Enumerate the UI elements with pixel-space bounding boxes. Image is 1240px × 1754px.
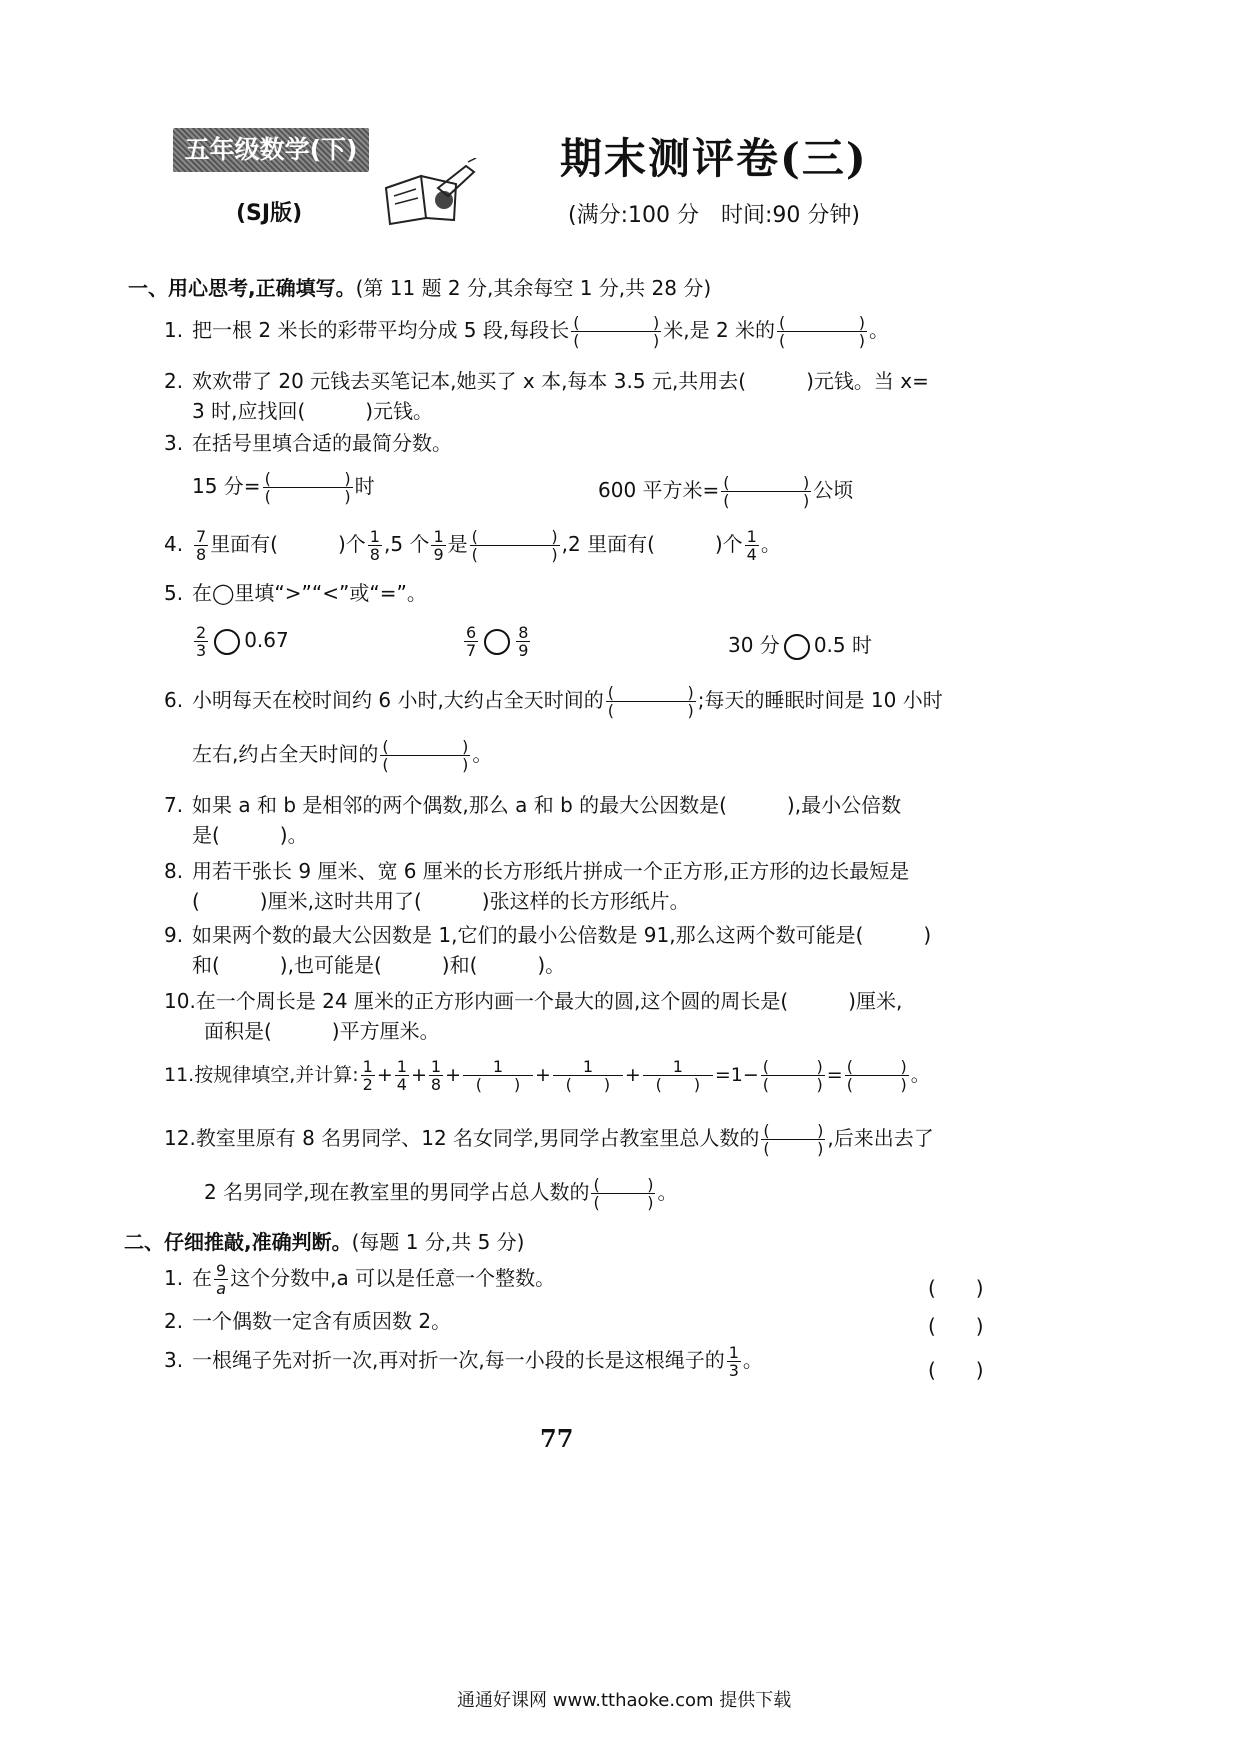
section-2-note: (每题 1 分,共 5 分) <box>351 1230 525 1254</box>
question-9 <box>164 920 931 950</box>
question-10 <box>164 986 902 1016</box>
question-text: 。 <box>869 318 890 342</box>
section-1-heading <box>128 272 711 301</box>
fraction-blank[interactable] <box>606 684 696 719</box>
question-text: ,后来出去了 <box>827 1126 934 1150</box>
question-12-line-2 <box>204 1176 677 1211</box>
question-3-right <box>598 474 853 509</box>
question-text: 一根绳子先对折一次,再对折一次,每一小段的长是这根绳子的 <box>192 1348 725 1372</box>
fraction-blank[interactable] <box>761 1058 825 1093</box>
question-number: 10. <box>164 989 196 1013</box>
exam-subtitle: (满分:100 分 时间:90 分钟) <box>568 203 860 228</box>
question-text: 一个偶数一定含有质因数 2。 <box>192 1309 452 1333</box>
answer-paren[interactable]: ( ) <box>928 1358 984 1382</box>
question-text: ,5 个 <box>383 532 430 556</box>
section-2-heading <box>124 1226 524 1255</box>
question-number: 3. <box>164 431 184 455</box>
question-text: 把一根 2 米长的彩带平均分成 5 段,每段长 <box>192 318 570 342</box>
question-text: 按规律填空,并计算: <box>194 1064 359 1086</box>
fraction: $\frac{1}{9}$ <box>433 527 444 564</box>
fraction: $\frac{1}{4}$ <box>396 1057 407 1094</box>
question-number: 2. <box>164 369 184 393</box>
question-2 <box>164 366 929 396</box>
compare-circle[interactable] <box>214 629 240 655</box>
question-text: 在括号里填合适的最简分数。 <box>192 431 452 455</box>
question-8-line-2: ( )厘米,这时共用了( )张这样的长方形纸片。 <box>192 889 690 913</box>
question-text: 如果 a 和 b 是相邻的两个偶数,那么 a 和 b 的最大公因数是( ),最小公倍数 <box>192 793 902 817</box>
question-number: 8. <box>164 859 184 883</box>
fraction: $\frac{6}{7}$ <box>466 623 477 660</box>
question-7 <box>164 790 901 820</box>
section-1-note: (第 11 题 2 分,其余每空 1 分,共 28 分) <box>355 276 712 300</box>
question-text: 公顷 <box>813 478 854 502</box>
question-text: 。 <box>472 742 493 766</box>
question-5 <box>164 578 427 608</box>
compare-circle[interactable] <box>784 634 810 660</box>
question-3-left <box>192 470 375 505</box>
fraction: $\frac{8}{9}$ <box>518 623 529 660</box>
fraction-blank[interactable] <box>761 1122 825 1157</box>
question-number: 11. <box>164 1064 195 1086</box>
fraction-blank[interactable] <box>845 1058 909 1093</box>
question-text: 米,是 2 米的 <box>663 318 776 342</box>
fraction-blank[interactable] <box>721 474 811 509</box>
question-3 <box>164 428 452 458</box>
fraction-blank[interactable] <box>380 738 470 773</box>
answer-paren[interactable]: ( ) <box>928 1314 984 1338</box>
question-text: 在一个周长是 24 厘米的正方形内画一个最大的圆,这个圆的周长是( )厘米, <box>195 989 903 1013</box>
question-text: 0.67 <box>244 628 289 652</box>
question-text: 在 <box>192 1266 212 1290</box>
question-text: ;每天的睡眠时间是 10 小时 <box>697 688 943 712</box>
question-text: 时 <box>354 474 375 498</box>
book-mascot-icon <box>376 158 486 228</box>
question-11: 11.按规律填空,并计算: $\frac{1}{2}$ + $\frac{1}{4}$ + $\frac{1}{8}$ + $\frac{1}{( )}$ + $\frac{1}{( )}$ + $\frac{1}{( )}$ =1− ( ) ( ) = ( ) ( ) 。 <box>164 1058 930 1093</box>
question-text: 里面有( )个 <box>210 532 366 556</box>
page-title: 期末测评卷(三) <box>560 134 868 183</box>
question-number: 7. <box>164 793 184 817</box>
compare-a <box>192 624 289 659</box>
compare-c <box>728 630 872 660</box>
question-text: 左右,约占全天时间的 <box>192 742 379 766</box>
question-text: 小明每天在校时间约 6 小时,大约占全天时间的 <box>192 688 604 712</box>
compare-circle[interactable] <box>484 629 510 655</box>
question-number: 9. <box>164 923 184 947</box>
question-number: 4. <box>164 532 184 556</box>
question-text: 。 <box>760 532 781 556</box>
question-1 <box>164 314 889 349</box>
question-text: 如果两个数的最大公因数是 1,它们的最小公倍数是 91,那么这两个数可能是( ) <box>192 923 932 947</box>
fraction: $\frac{7}{8}$ <box>196 527 207 564</box>
question-text: 是 <box>447 532 468 556</box>
fraction: $\frac{1}{3}$ <box>728 1343 739 1380</box>
fraction: $\frac{1}{8}$ <box>430 1057 442 1094</box>
fraction-blank[interactable] <box>591 1176 655 1211</box>
judge-1 <box>164 1262 555 1297</box>
question-text: ,2 里面有( )个 <box>561 532 743 556</box>
fraction: $\frac{1}{8}$ <box>369 527 380 564</box>
question-8 <box>164 856 909 886</box>
question-12 <box>164 1122 934 1157</box>
question-number: 1. <box>164 1266 184 1290</box>
answer-paren[interactable]: ( ) <box>928 1276 984 1300</box>
question-text: 用若干张长 9 厘米、宽 6 厘米的长方形纸片拼成一个正方形,正方形的边长最短是 <box>192 859 910 883</box>
question-text: 欢欢带了 20 元钱去买笔记本,她买了 x 本,每本 3.5 元,共用去( )元钱。当 x= <box>192 369 929 393</box>
fraction: $\frac{1}{4}$ <box>746 527 757 564</box>
page-number: 77 <box>540 1424 574 1453</box>
question-10-line-2: 面积是( )平方厘米。 <box>204 1019 440 1043</box>
fraction-blank-denominator[interactable]: $\frac{1}{( )}$ <box>463 1058 533 1093</box>
compare-b <box>462 624 532 659</box>
question-text: 2 名男同学,现在教室里的男同学占总人数的 <box>204 1180 590 1204</box>
fraction-blank[interactable] <box>263 470 353 505</box>
question-text: 。 <box>742 1348 763 1372</box>
question-4 <box>164 528 781 563</box>
judge-2 <box>164 1306 451 1336</box>
question-number: 5. <box>164 581 184 605</box>
judge-3 <box>164 1344 763 1379</box>
question-text: 30 分 <box>728 633 780 657</box>
section-2-title: 二、仔细推敲,准确判断。 <box>124 1230 352 1254</box>
fraction-blank[interactable] <box>470 528 560 563</box>
question-text: 这个分数中,a 可以是任意一个整数。 <box>230 1266 556 1290</box>
fraction: $\frac{2}{3}$ <box>196 623 207 660</box>
question-2-line-2: 3 时,应找回( )元钱。 <box>192 399 434 423</box>
fraction-blank[interactable] <box>571 314 661 349</box>
fraction-blank[interactable] <box>777 314 867 349</box>
fraction: $\frac{9}{a}$ <box>216 1261 227 1298</box>
question-6-line-2 <box>192 738 492 773</box>
question-text: 0.5 时 <box>813 633 872 657</box>
fraction: $\frac{1}{2}$ <box>362 1057 373 1094</box>
footer-source: 通通好课网 www.tthaoke.com 提供下载 <box>457 1690 792 1711</box>
question-7-line-2: 是( )。 <box>192 823 308 847</box>
question-9-line-2: 和( ),也可能是( )和( )。 <box>192 953 566 977</box>
fraction-blank-denominator[interactable]: $\frac{1}{( )}$ <box>553 1058 623 1093</box>
question-text: 15 分= <box>192 474 261 498</box>
question-number: 12. <box>164 1126 196 1150</box>
question-number: 1. <box>164 318 184 342</box>
edition-label: (SJ版) <box>236 201 303 226</box>
grade-badge: 五年级数学(下) <box>173 128 369 172</box>
question-number: 6. <box>164 688 184 712</box>
section-1-title: 一、用心思考,正确填写。 <box>128 276 356 300</box>
question-text: 600 平方米= <box>598 478 720 502</box>
question-number: 3. <box>164 1348 184 1372</box>
question-text: 在◯里填“>”“<”或“=”。 <box>192 581 427 605</box>
question-text: 。 <box>657 1180 678 1204</box>
question-number: 2. <box>164 1309 184 1333</box>
fraction-blank-denominator[interactable]: $\frac{1}{( )}$ <box>643 1058 713 1093</box>
question-6 <box>164 684 943 719</box>
question-text: 教室里原有 8 名男同学、12 名女同学,男同学占教室里总人数的 <box>195 1126 760 1150</box>
